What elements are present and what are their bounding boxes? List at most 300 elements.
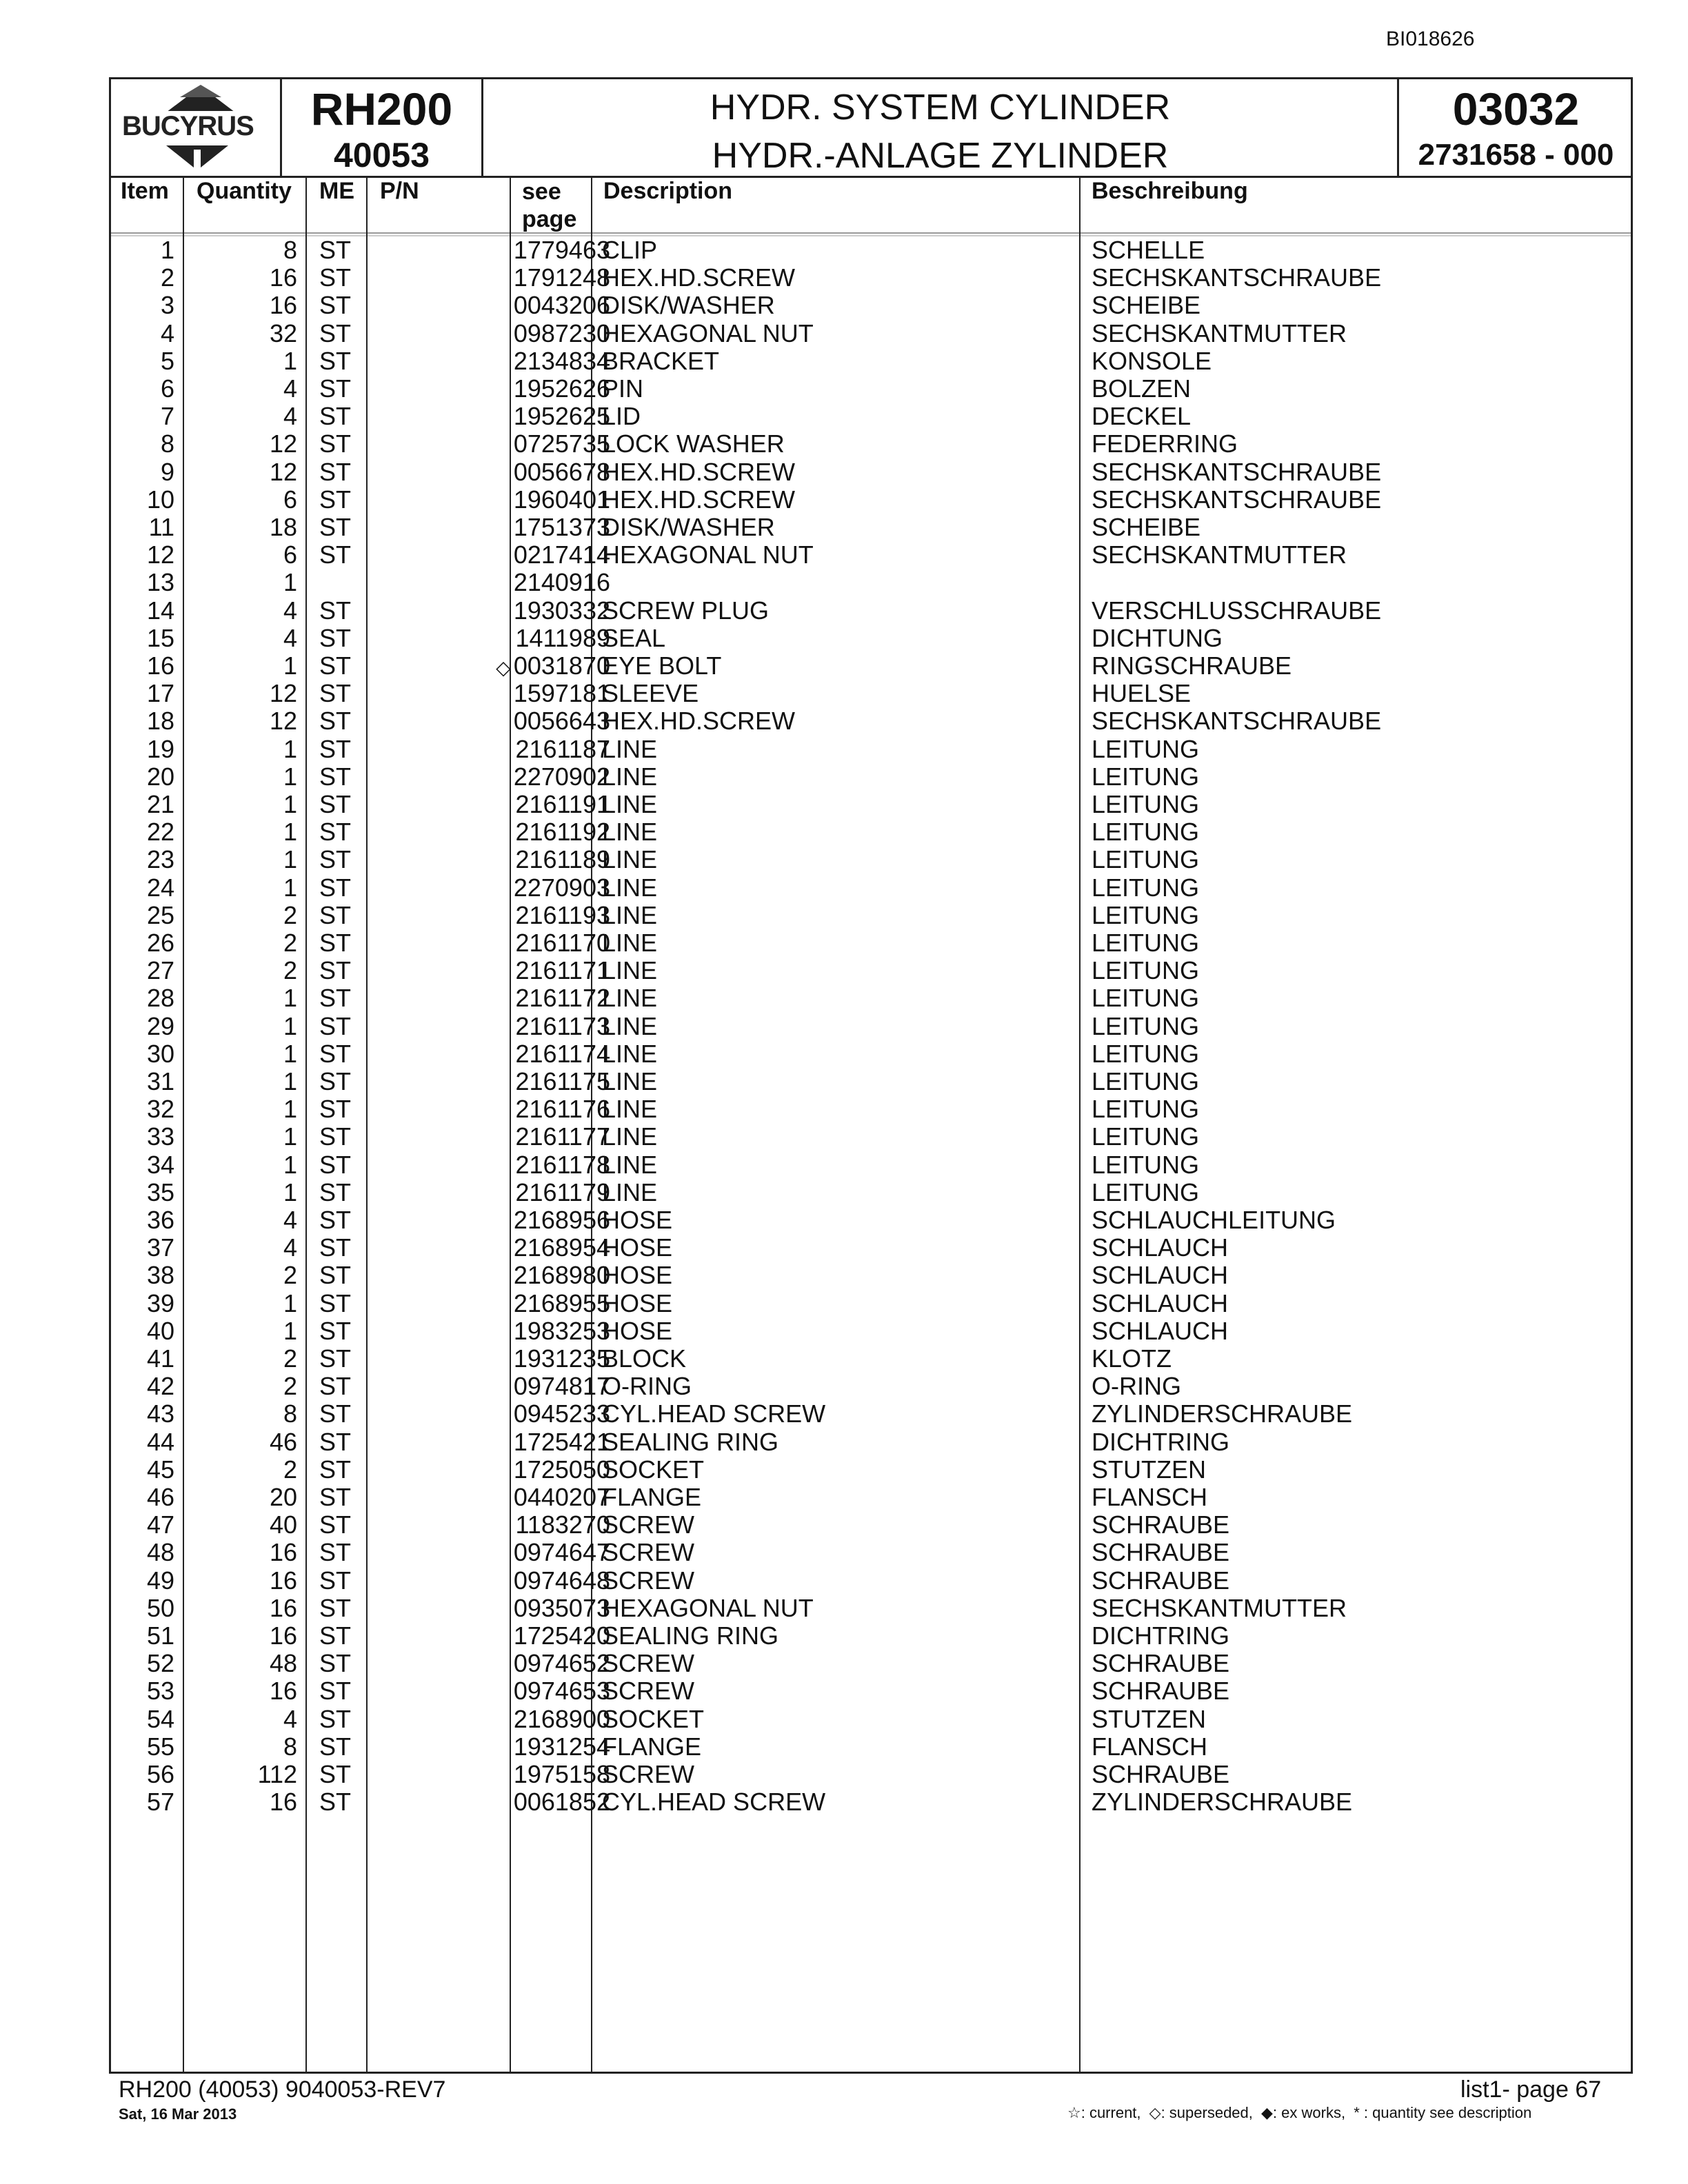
unit-cell: ST: [319, 1593, 352, 1622]
table-row: [111, 874, 1631, 902]
part-number-value: 0974647: [513, 1538, 610, 1567]
beschreibung-cell: BOLZEN: [1092, 374, 1192, 403]
unit-cell: ST: [319, 790, 352, 818]
table-row: [111, 375, 1631, 403]
table-row: [111, 1151, 1631, 1179]
description-cell: EYE BOLT: [602, 651, 722, 680]
unit-cell: ST: [319, 1704, 352, 1733]
unit-cell: ST: [319, 1538, 352, 1567]
part-number-value: 1751373: [513, 513, 610, 541]
part-number-value: 1930332: [513, 596, 610, 625]
quantity-cell: 1: [283, 873, 297, 902]
table-row: [111, 736, 1631, 763]
table-row: [111, 902, 1631, 929]
table-row: [111, 707, 1631, 735]
part-number-cell: [385, 541, 610, 571]
item-cell: 27: [146, 956, 174, 985]
description-cell: SEALING RING: [602, 1621, 779, 1650]
table-row: [111, 652, 1631, 680]
unit-cell: ST: [319, 457, 352, 486]
description-cell: LINE: [602, 1011, 658, 1040]
quantity-cell: 2: [283, 1455, 297, 1484]
table-row: [111, 569, 1631, 596]
part-number-cell: [385, 1788, 610, 1818]
part-number-cell: [385, 1677, 610, 1707]
part-number-cell: [385, 1567, 610, 1597]
beschreibung-cell: SCHELLE: [1092, 236, 1205, 264]
item-cell: 12: [146, 540, 174, 569]
description-cell: HEX.HD.SCREW: [602, 707, 796, 736]
beschreibung-cell: SCHRAUBE: [1092, 1566, 1230, 1595]
table-row: [111, 458, 1631, 486]
table-row: [111, 1317, 1631, 1345]
beschreibung-cell: LEITUNG: [1092, 734, 1200, 763]
part-number-value: 2161193: [515, 900, 610, 929]
unit-cell: ST: [319, 1788, 352, 1817]
item-cell: 51: [146, 1621, 174, 1650]
item-cell: 31: [146, 1067, 174, 1095]
item-cell: 33: [146, 1122, 174, 1151]
table-row: [111, 236, 1631, 264]
description-cell: LINE: [602, 1095, 658, 1124]
quantity-cell: 6: [283, 485, 297, 514]
table-row: [111, 929, 1631, 957]
part-number-value: 2161173: [515, 1011, 610, 1040]
description-cell: HOSE: [602, 1206, 673, 1234]
column-header-item: Item: [121, 178, 169, 204]
beschreibung-cell: LEITUNG: [1092, 984, 1200, 1013]
part-number-value: 2161176: [515, 1095, 610, 1124]
model-number: RH200: [310, 83, 453, 134]
part-number-value: 2161177: [515, 1122, 610, 1151]
part-number-value: 0061852: [513, 1788, 610, 1817]
quantity-cell: 2: [283, 1344, 297, 1373]
quantity-cell: 12: [269, 457, 297, 486]
beschreibung-cell: SCHRAUBE: [1092, 1760, 1230, 1788]
beschreibung-cell: FLANSCH: [1092, 1483, 1208, 1511]
item-cell: 41: [146, 1344, 174, 1373]
beschreibung-cell: SCHLAUCHLEITUNG: [1092, 1206, 1336, 1234]
part-number-value: 2161191: [515, 790, 610, 818]
part-number-value: 0935073: [513, 1593, 610, 1622]
beschreibung-cell: HUELSE: [1092, 679, 1192, 708]
part-number-value: 2161192: [515, 818, 610, 847]
table-row: [111, 1095, 1631, 1123]
table-row: [111, 597, 1631, 625]
item-cell: 30: [146, 1039, 174, 1068]
unit-cell: ST: [319, 1372, 352, 1401]
item-cell: 24: [146, 873, 174, 902]
item-cell: 18: [146, 707, 174, 736]
beschreibung-cell: LEITUNG: [1092, 1067, 1200, 1095]
part-number-cell: [385, 347, 610, 377]
beschreibung-cell: ZYLINDERSCHRAUBE: [1092, 1399, 1353, 1428]
table-row: [111, 1179, 1631, 1206]
part-number-cell: [385, 791, 610, 820]
title-german: HYDR.-ANLAGE ZYLINDER: [712, 136, 1169, 176]
part-number-value: 1983253: [513, 1316, 610, 1345]
part-number-cell: [385, 1595, 610, 1624]
logo-text: BUCYRUS: [122, 111, 254, 141]
quantity-cell: 2: [283, 956, 297, 985]
unit-cell: ST: [319, 1316, 352, 1345]
item-cell: 22: [146, 818, 174, 847]
column-header-me: ME: [319, 178, 354, 204]
item-cell: 13: [146, 568, 174, 597]
part-number-value: 0974652: [513, 1649, 610, 1678]
item-cell: 29: [146, 1011, 174, 1040]
footer-date: Sat, 16 Mar 2013: [119, 2105, 237, 2123]
description-cell: LINE: [602, 1150, 658, 1179]
table-row: [111, 1123, 1631, 1151]
beschreibung-cell: LEITUNG: [1092, 1122, 1200, 1151]
part-number-cell: [385, 569, 610, 598]
part-number-cell: [385, 652, 610, 682]
part-number-value: 1952625: [513, 402, 610, 431]
description-cell: SCREW: [602, 1760, 694, 1788]
part-number-cell: [385, 1622, 610, 1652]
model-sub-number: 40053: [333, 136, 430, 174]
part-number-cell: [385, 1650, 610, 1679]
item-cell: 39: [146, 1288, 174, 1317]
item-cell: 44: [146, 1427, 174, 1456]
unit-cell: ST: [319, 762, 352, 791]
part-number-cell: [385, 1428, 610, 1458]
quantity-cell: 2: [283, 900, 297, 929]
unit-cell: ST: [319, 1150, 352, 1179]
item-cell: 16: [146, 651, 174, 680]
part-number-cell: [385, 984, 610, 1014]
quantity-cell: 46: [269, 1427, 297, 1456]
part-number-cell: [385, 763, 610, 793]
item-cell: 45: [146, 1455, 174, 1484]
item-cell: 7: [160, 402, 174, 431]
quantity-cell: 4: [283, 1704, 297, 1733]
part-number-value: 0987230: [513, 318, 610, 347]
description-cell: HOSE: [602, 1316, 673, 1345]
unit-cell: ST: [319, 1510, 352, 1539]
part-number-cell: [385, 1706, 610, 1735]
description-cell: LINE: [602, 790, 658, 818]
beschreibung-cell: STUTZEN: [1092, 1455, 1206, 1484]
description-cell: HOSE: [602, 1261, 673, 1290]
beschreibung-cell: SCHLAUCH: [1092, 1261, 1229, 1290]
quantity-cell: 4: [283, 1206, 297, 1234]
description-cell: SCREW: [602, 1510, 694, 1539]
unit-cell: ST: [319, 291, 352, 320]
table-row: [111, 625, 1631, 652]
part-number-value: 2134834: [513, 346, 610, 375]
table-row: [111, 347, 1631, 375]
part-number-value: 2168900: [513, 1704, 610, 1733]
unit-cell: ST: [319, 1095, 352, 1124]
item-cell: 28: [146, 984, 174, 1013]
item-cell: 55: [146, 1732, 174, 1761]
table-row: [111, 1788, 1631, 1816]
beschreibung-cell: SECHSKANTSCHRAUBE: [1092, 263, 1382, 292]
part-number-value: 0945233: [513, 1399, 610, 1428]
column-header-description: Description: [603, 178, 733, 204]
item-cell: 14: [146, 596, 174, 625]
part-number-value: 1931254: [513, 1732, 610, 1761]
item-cell: 40: [146, 1316, 174, 1345]
part-number-cell: [385, 1290, 610, 1320]
unit-cell: ST: [319, 402, 352, 431]
description-cell: O-RING: [602, 1372, 692, 1401]
quantity-cell: 12: [269, 679, 297, 708]
part-number-value: 1597181: [513, 679, 610, 708]
table-row: [111, 1733, 1631, 1761]
part-number-cell: [385, 707, 610, 737]
table-row: [111, 957, 1631, 984]
part-number-cell: [385, 736, 610, 765]
table-row: [111, 541, 1631, 569]
description-cell: HEX.HD.SCREW: [602, 263, 796, 292]
table-row: [111, 1400, 1631, 1428]
table-row: [111, 1539, 1631, 1566]
unit-cell: ST: [319, 1455, 352, 1484]
item-cell: 53: [146, 1677, 174, 1706]
unit-cell: ST: [319, 1206, 352, 1234]
description-cell: HOSE: [602, 1288, 673, 1317]
unit-cell: ST: [319, 929, 352, 957]
unit-cell: ST: [319, 1566, 352, 1595]
legend-ex-works: ◆: ex works,: [1261, 2104, 1346, 2121]
part-number-cell: [385, 1013, 610, 1042]
column-header-divider: [111, 232, 1631, 234]
unit-cell: ST: [319, 651, 352, 680]
column-header-pn: P/N: [380, 178, 419, 204]
column-header-quantity: Quantity: [197, 178, 292, 204]
title-box: [483, 79, 1399, 176]
unit-cell: ST: [319, 956, 352, 985]
table-row: [111, 1511, 1631, 1539]
part-number-value: 1725050: [513, 1455, 610, 1484]
part-number-value: 2168980: [513, 1261, 610, 1290]
description-cell: LINE: [602, 734, 658, 763]
unit-cell: ST: [319, 374, 352, 403]
quantity-cell: 1: [283, 651, 297, 680]
part-number-value: 2161171: [515, 956, 610, 985]
code-box: [1399, 79, 1633, 176]
quantity-cell: 1: [283, 1150, 297, 1179]
description-cell: CYL.HEAD SCREW: [602, 1399, 826, 1428]
part-number-cell: [385, 1373, 610, 1402]
quantity-cell: 16: [269, 1788, 297, 1817]
beschreibung-cell: SECHSKANTMUTTER: [1092, 318, 1347, 347]
quantity-cell: 1: [283, 1011, 297, 1040]
unit-cell: ST: [319, 1649, 352, 1678]
part-number-value: 0056643: [513, 707, 610, 736]
part-number-value: 1975158: [513, 1760, 610, 1788]
quantity-cell: 16: [269, 291, 297, 320]
part-number-cell: [385, 625, 610, 654]
beschreibung-cell: O-RING: [1092, 1372, 1181, 1401]
part-number-value: 1952626: [513, 374, 610, 403]
unit-cell: ST: [319, 263, 352, 292]
page-label: page: [522, 206, 577, 232]
item-cell: 52: [146, 1649, 174, 1678]
part-number-cell: [385, 1206, 610, 1236]
beschreibung-cell: SECHSKANTMUTTER: [1092, 540, 1347, 569]
quantity-cell: 1: [283, 1316, 297, 1345]
beschreibung-cell: LEITUNG: [1092, 900, 1200, 929]
beschreibung-cell: LEITUNG: [1092, 762, 1200, 791]
part-number-cell: [385, 1400, 610, 1430]
beschreibung-cell: KLOTZ: [1092, 1344, 1172, 1373]
description-cell: SCREW: [602, 1649, 694, 1678]
part-number-value: 1791248: [513, 263, 610, 292]
quantity-cell: 6: [283, 540, 297, 569]
part-number-value: 2140916: [513, 568, 610, 597]
unit-cell: ST: [319, 485, 352, 514]
table-row: [111, 514, 1631, 541]
item-cell: 36: [146, 1206, 174, 1234]
unit-cell: ST: [319, 1427, 352, 1456]
part-number-cell: [385, 1040, 610, 1070]
quantity-cell: 1: [283, 1177, 297, 1206]
beschreibung-cell: ZYLINDERSCHRAUBE: [1092, 1788, 1353, 1817]
superseded-mark-icon: ◇: [496, 657, 511, 678]
quantity-cell: 1: [283, 568, 297, 597]
table-row: [111, 680, 1631, 707]
beschreibung-cell: LEITUNG: [1092, 1039, 1200, 1068]
unit-cell: ST: [319, 845, 352, 874]
beschreibung-cell: SECHSKANTSCHRAUBE: [1092, 485, 1382, 514]
table-row: [111, 1290, 1631, 1317]
part-number-cell: [385, 514, 610, 543]
unit-cell: ST: [319, 1483, 352, 1511]
description-cell: CLIP: [602, 236, 658, 264]
unit-cell: ST: [319, 1677, 352, 1706]
part-number-value: 0031870: [513, 651, 610, 680]
table-row: [111, 1761, 1631, 1788]
item-cell: 49: [146, 1566, 174, 1595]
quantity-cell: 20: [269, 1483, 297, 1511]
quantity-cell: 8: [283, 236, 297, 264]
table-row: [111, 1677, 1631, 1705]
table-row: [111, 1345, 1631, 1373]
quantity-cell: 1: [283, 734, 297, 763]
item-cell: 17: [146, 679, 174, 708]
description-cell: LINE: [602, 900, 658, 929]
part-number-cell: [385, 1317, 610, 1347]
unit-cell: ST: [319, 679, 352, 708]
quantity-cell: 2: [283, 929, 297, 957]
quantity-cell: 1: [283, 845, 297, 874]
item-cell: 5: [160, 346, 174, 375]
unit-cell: ST: [319, 818, 352, 847]
part-number-cell: [385, 1262, 610, 1291]
part-number-cell: [385, 1456, 610, 1486]
item-cell: 50: [146, 1593, 174, 1622]
quantity-cell: 2: [283, 1261, 297, 1290]
unit-cell: ST: [319, 1011, 352, 1040]
beschreibung-cell: DICHTUNG: [1092, 623, 1223, 652]
part-number-value: 2161179: [515, 1177, 610, 1206]
quantity-cell: 1: [283, 1095, 297, 1124]
parts-list-frame: [109, 77, 1633, 2074]
beschreibung-cell: LEITUNG: [1092, 818, 1200, 847]
description-cell: LINE: [602, 818, 658, 847]
beschreibung-cell: SCHLAUCH: [1092, 1288, 1229, 1317]
description-cell: HOSE: [602, 1233, 673, 1262]
unit-cell: ST: [319, 596, 352, 625]
table-row: [111, 984, 1631, 1012]
description-cell: PIN: [602, 374, 644, 403]
description-cell: HEXAGONAL NUT: [602, 1593, 814, 1622]
unit-cell: ST: [319, 1399, 352, 1428]
part-number-cell: [385, 597, 610, 627]
part-number-cell: [385, 1345, 610, 1375]
table-row: [111, 1456, 1631, 1484]
description-cell: SEAL: [602, 623, 666, 652]
title-english: HYDR. SYSTEM CYLINDER: [710, 88, 1171, 128]
table-row: [111, 791, 1631, 818]
part-number-cell: [385, 1095, 610, 1125]
beschreibung-cell: LEITUNG: [1092, 845, 1200, 874]
item-cell: 8: [160, 429, 174, 458]
item-cell: 46: [146, 1483, 174, 1511]
quantity-cell: 12: [269, 429, 297, 458]
item-cell: 19: [146, 734, 174, 763]
beschreibung-cell: SCHEIBE: [1092, 291, 1201, 320]
logo-box: [111, 79, 282, 176]
legend-quantity: * : quantity see description: [1354, 2104, 1532, 2121]
unit-cell: ST: [319, 1067, 352, 1095]
item-cell: 57: [146, 1788, 174, 1817]
unit-cell: ST: [319, 346, 352, 375]
unit-cell: ST: [319, 236, 352, 264]
model-box: [282, 79, 483, 176]
quantity-cell: 8: [283, 1399, 297, 1428]
quantity-cell: 12: [269, 707, 297, 736]
description-cell: LINE: [602, 956, 658, 985]
drawing-number: 2731658 - 000: [1418, 138, 1614, 172]
table-row: [111, 1484, 1631, 1511]
table-row: [111, 292, 1631, 319]
table-row: [111, 1040, 1631, 1068]
quantity-cell: 18: [269, 513, 297, 541]
part-number-value: 2161187: [515, 734, 610, 763]
part-number-cell: [385, 902, 610, 931]
item-cell: 11: [148, 513, 174, 541]
footer-document-ref: RH200 (40053) 9040053-REV7: [119, 2076, 446, 2103]
quantity-cell: 16: [269, 1677, 297, 1706]
item-cell: 56: [146, 1760, 174, 1788]
table-row: [111, 1234, 1631, 1262]
beschreibung-cell: SECHSKANTSCHRAUBE: [1092, 457, 1382, 486]
item-cell: 26: [146, 929, 174, 957]
description-cell: LINE: [602, 984, 658, 1013]
unit-cell: ST: [319, 1261, 352, 1290]
description-cell: LOCK WASHER: [602, 429, 785, 458]
table-row: [111, 403, 1631, 430]
beschreibung-cell: STUTZEN: [1092, 1704, 1206, 1733]
part-number-value: 0974648: [513, 1566, 610, 1595]
item-cell: 4: [160, 318, 174, 347]
part-number-cell: [385, 1068, 610, 1098]
quantity-cell: 16: [269, 1538, 297, 1567]
part-number-cell: [385, 1484, 610, 1513]
part-number-cell: [385, 1511, 610, 1541]
symbol-legend: [1067, 2104, 1536, 2122]
part-number-value: 0217414: [513, 540, 610, 569]
part-number-value: 1960401: [513, 485, 610, 514]
part-number-value: 1931235: [513, 1344, 610, 1373]
unit-cell: ST: [319, 900, 352, 929]
unit-cell: ST: [319, 318, 352, 347]
